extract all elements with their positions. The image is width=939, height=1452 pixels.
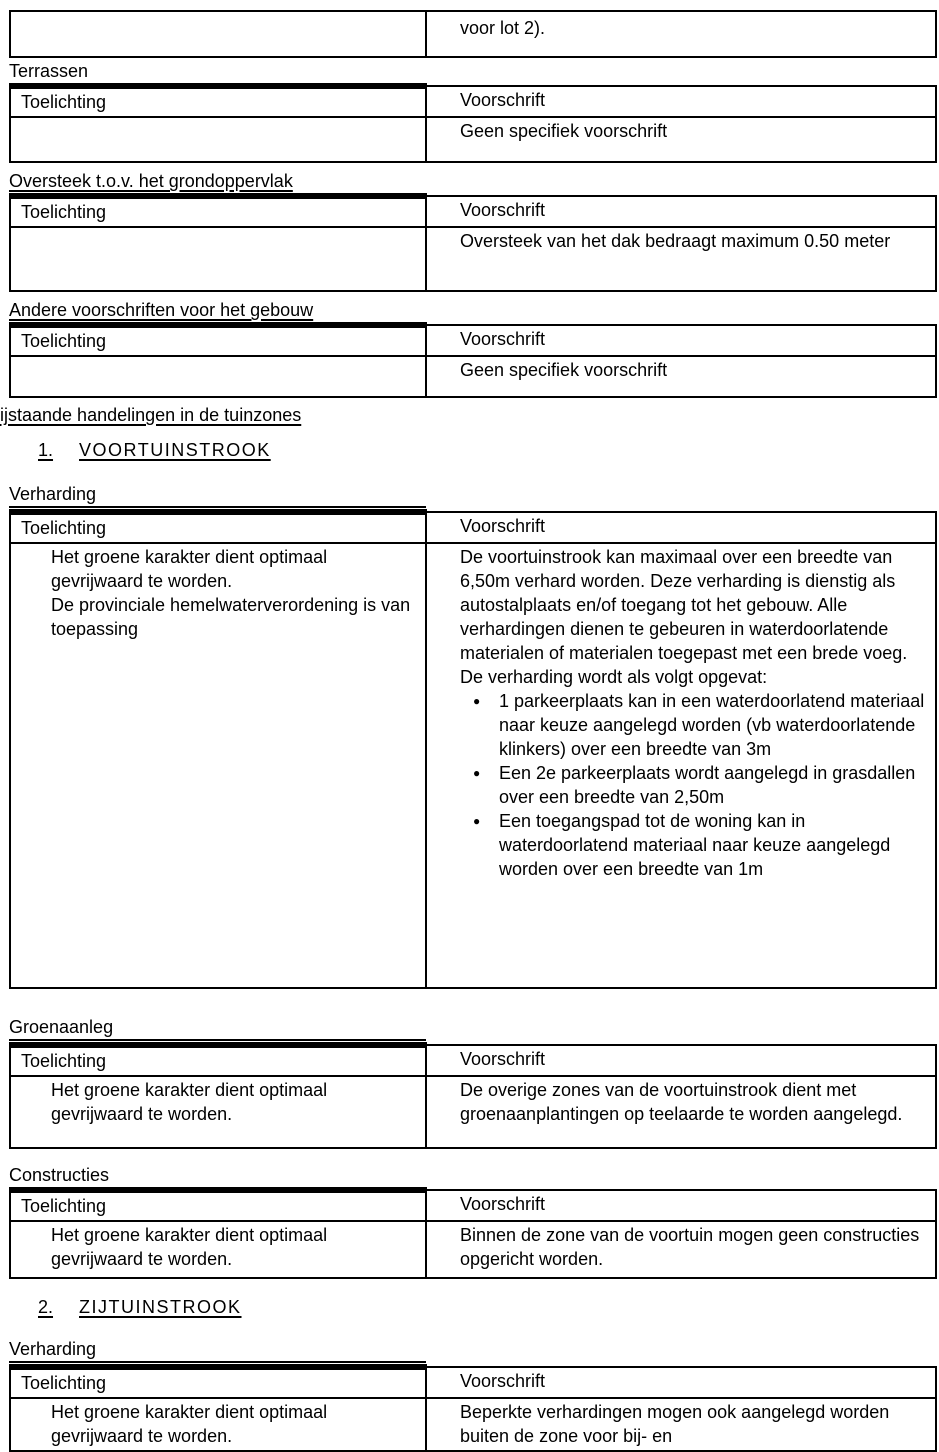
- table-header-row: [10, 512, 936, 543]
- list-item-text: Een toegangspad tot de woning kan in waterdoorlatend materiaal naar keuze aangelegd worden over een breedte van 1m: [499, 811, 891, 879]
- heading-oversteek: Oversteek t.o.v. het grondoppervlak: [9, 171, 293, 191]
- column-header-voorschrift: Voorschrift: [426, 325, 936, 356]
- column-header-voorschrift: Voorschrift: [426, 86, 936, 117]
- section-number: 2.: [38, 1297, 54, 1317]
- table-header-row: [10, 1367, 936, 1398]
- section-title: VOORTUINSTROOK: [79, 440, 271, 460]
- column-header-toelichting: Toelichting: [10, 325, 426, 356]
- column-header-toelichting: Toelichting: [10, 1367, 426, 1398]
- table-row: [10, 1221, 936, 1278]
- section-number: 1.: [38, 440, 54, 460]
- cell-voorschrift: [426, 543, 936, 988]
- cell-voorschrift: Geen specifiek voorschrift: [426, 356, 936, 397]
- continuation-table: [9, 10, 937, 58]
- table-row: [10, 117, 936, 162]
- column-header-toelichting: Toelichting: [10, 1045, 426, 1076]
- column-header-voorschrift: Voorschrift: [426, 1367, 936, 1398]
- heading-verharding-voortuin: Verharding: [9, 483, 426, 508]
- table-row: [10, 543, 936, 988]
- list-item-text: 1 parkeerplaats kan in een waterdoorlatend materiaal naar keuze aangelegd worden (vb waterdoorlatende klinkers) over een breedte van 3m: [499, 691, 925, 759]
- heading-terrassen: Terrassen: [9, 61, 89, 81]
- verharding-zijtuin-table: [9, 1364, 937, 1452]
- terrassen-table: [9, 83, 937, 163]
- column-header-voorschrift: Voorschrift: [426, 196, 936, 227]
- andere-voorschriften-table: [9, 322, 937, 398]
- column-header-voorschrift: Voorschrift: [426, 512, 936, 543]
- voorschrift-paragraph: De voortuinstrook kan maximaal over een breedte van 6,50m verhard worden. Deze verharding is dienstig als autostalplaats en/of toegang tot het gebouw. Alle verhardingen dienen te gebeuren in waterdoorlatende materialen of materialen toegepast met een brede voeg.: [460, 547, 908, 663]
- table-header-row: [10, 1045, 936, 1076]
- cell-toelichting: Het groene karakter dient optimaal gevrijwaard te worden.: [10, 1221, 426, 1278]
- heading-groenaanleg: Groenaanleg: [9, 1016, 426, 1041]
- cell-voorschrift: Geen specifiek voorschrift: [426, 117, 936, 162]
- table-row: [10, 227, 936, 291]
- heading-verharding-zijtuin: Verharding: [9, 1338, 426, 1363]
- cell-voorschrift: Binnen de zone van de voortuin mogen geen constructies opgericht worden.: [426, 1221, 936, 1278]
- column-header-toelichting: Toelichting: [10, 1190, 426, 1221]
- bullet-icon: ●: [473, 694, 481, 708]
- bullet-icon: ●: [473, 814, 481, 828]
- cell-voorschrift: De overige zones van de voortuinstrook dient met groenaanplantingen op teelaarde te worden aangelegd.: [426, 1076, 936, 1148]
- constructies-table: [9, 1187, 937, 1279]
- table-row: [10, 1076, 936, 1148]
- cell-toelichting: Het groene karakter dient optimaal gevrijwaard te worden.: [10, 1076, 426, 1148]
- cell-toelichting-empty: [10, 117, 426, 162]
- list-item-text: Een 2e parkeerplaats wordt aangelegd in grasdallen over een breedte van 2,50m: [499, 763, 916, 807]
- cell-toelichting-empty: [10, 356, 426, 397]
- list-item: [473, 809, 927, 881]
- cell-toelichting-empty: [10, 227, 426, 291]
- table-header-row: [10, 196, 936, 227]
- heading-andere-voorschriften: Andere voorschriften voor het gebouw: [9, 300, 314, 320]
- groenaanleg-table: [9, 1042, 937, 1149]
- cell-toelichting: Het groene karakter dient optimaal gevrijwaard te worden.: [10, 1398, 426, 1451]
- list-item: [473, 761, 927, 809]
- toelichting-paragraph: Het groene karakter dient optimaal gevrijwaard te worden.: [51, 547, 328, 591]
- column-header-toelichting: Toelichting: [10, 512, 426, 543]
- cell-voorschrift: voor lot 2).: [426, 11, 936, 57]
- column-header-voorschrift: Voorschrift: [426, 1190, 936, 1221]
- cell-toelichting: [10, 543, 426, 988]
- column-header-voorschrift: Voorschrift: [426, 1045, 936, 1076]
- table-row: [10, 11, 936, 57]
- table-header-row: [10, 86, 936, 117]
- verharding-voortuin-table: [9, 509, 937, 989]
- heading-voortuinstrook: [38, 439, 935, 461]
- column-header-toelichting: Toelichting: [10, 196, 426, 227]
- heading-constructies: Constructies: [9, 1165, 110, 1185]
- table-header-row: [10, 325, 936, 356]
- voorschrift-list-intro: De verharding wordt als volgt opgevat:: [460, 667, 768, 687]
- cell-voorschrift: Beperkte verhardingen mogen ook aangelegd worden buiten de zone voor bij- en: [426, 1398, 936, 1451]
- table-row: [10, 1398, 936, 1451]
- cell-toelichting-empty: [10, 11, 426, 57]
- heading-tuinzones: ijstaande handelingen in de tuinzones: [0, 405, 302, 425]
- oversteek-table: [9, 193, 937, 292]
- table-row: [10, 356, 936, 397]
- column-header-toelichting: Toelichting: [10, 86, 426, 117]
- section-title: ZIJTUINSTROOK: [79, 1297, 242, 1317]
- list-item: [473, 689, 927, 761]
- heading-zijtuinstrook: [38, 1296, 935, 1318]
- table-header-row: [10, 1190, 936, 1221]
- toelichting-paragraph: De provinciale hemelwaterverordening is van toepassing: [51, 595, 411, 639]
- cell-voorschrift: Oversteek van het dak bedraagt maximum 0.50 meter: [426, 227, 936, 291]
- bullet-icon: ●: [473, 766, 481, 780]
